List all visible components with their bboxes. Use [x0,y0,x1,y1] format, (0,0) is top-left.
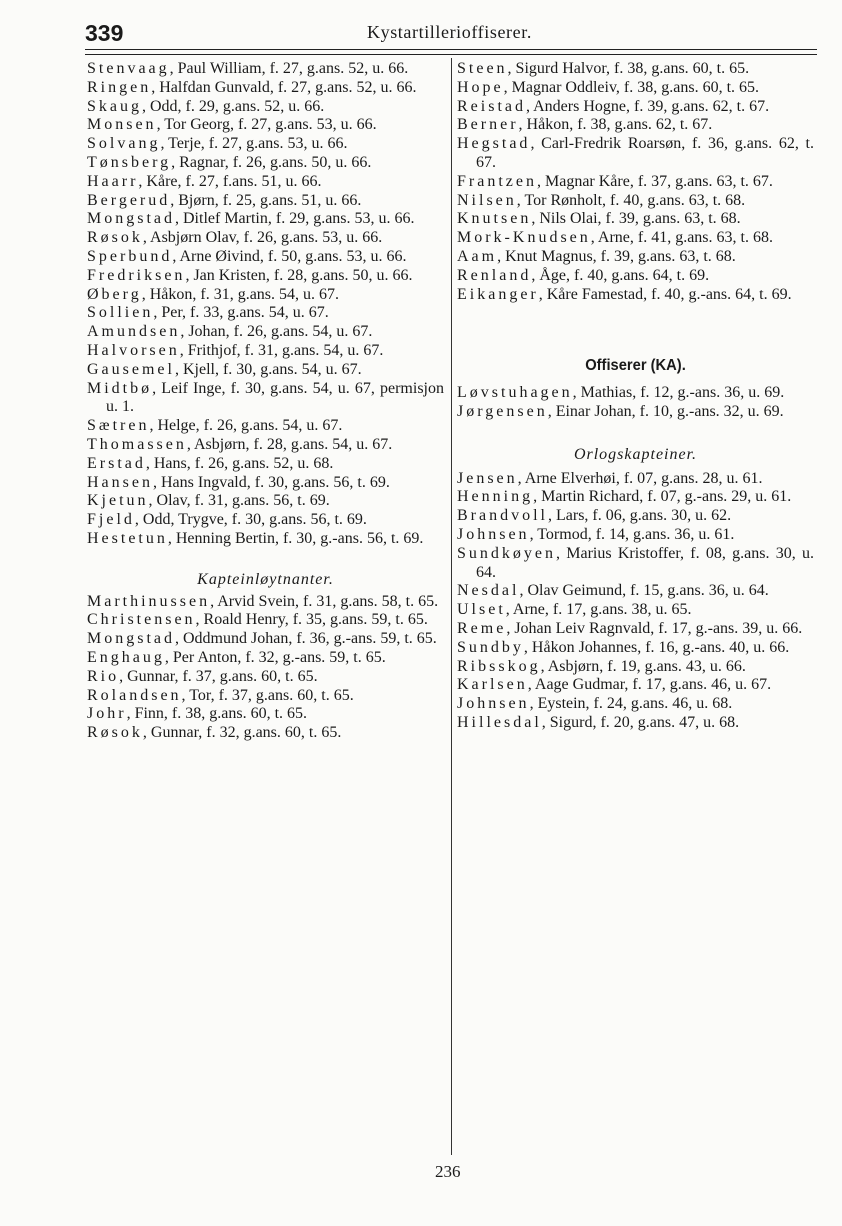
list-item [87,192,444,211]
list-item [87,455,444,474]
entry-list-offiserer [457,384,814,422]
entry-surname: Hestetun [87,529,168,547]
entry-surname: Frantzen [457,172,537,190]
list-item [457,248,814,267]
entry-surname: Kjetun [87,492,149,510]
list-item [87,210,444,229]
entry-surname: Eikanger [457,285,539,303]
list-item [457,286,814,305]
entry-details: , Håkon, f. 31, g.ans. 54, u. 67. [141,285,340,303]
entry-details: , Olav Geimund, f. 15, g.ans. 36, u. 64. [519,582,769,600]
entry-surname: Røsok [87,724,143,742]
entry-list-continued [457,60,814,304]
entry-details: , Tor, f. 37, g.ans. 60, t. 65. [181,686,354,704]
entry-details: , Halfdan Gunvald, f. 27, g.ans. 52, u. 66. [151,78,417,96]
entry-details: , Finn, f. 38, g.ans. 60, t. 65. [126,705,308,723]
entry-surname: Røsok [87,229,143,247]
list-item [457,582,814,601]
entry-surname: Jensen [457,469,518,487]
entry-details: , Per Anton, f. 32, g.-ans. 59, t. 65. [164,648,386,666]
list-item [87,511,444,530]
entry-details: , Håkon, f. 38, g.ans. 62, t. 67. [518,116,713,134]
list-item [87,173,444,192]
list-item [87,248,444,267]
entry-details: , Carl-Fredrik Roarsøn, f. 36, g.ans. 62, t. 67. [476,135,814,171]
entry-details: , Per, f. 33, g.ans. 54, u. 67. [153,304,329,322]
list-item [87,267,444,286]
entry-surname: Berner [457,116,519,134]
list-item [87,361,444,380]
entry-details: , Terje, f. 27, g.ans. 53, u. 66. [160,135,348,153]
list-item [87,724,444,743]
entry-details: , Magnar Kåre, f. 37, g.ans. 63, t. 67. [536,172,773,190]
list-item [87,98,444,117]
entry-details: , Helge, f. 26, g.ans. 54, u. 67. [149,417,343,435]
list-item [457,192,814,211]
list-item [457,403,814,422]
entry-details: , Johan Leiv Ragnvald, f. 17, g.-ans. 39, u. 66. [506,619,803,637]
entry-surname: Reistad [457,97,526,115]
entry-details: , Sigurd, f. 20, g.ans. 47, u. 68. [541,713,740,731]
list-item [87,593,444,612]
list-item [457,507,814,526]
entry-surname: Hope [457,78,504,96]
entry-surname: Johnsen [457,695,530,713]
entry-surname: Nilsen [457,191,517,209]
entry-surname: Brandvoll [457,507,548,525]
list-item [457,60,814,79]
entry-surname: Enghaug [87,648,165,666]
list-item [87,323,444,342]
page-number: 339 [85,20,124,46]
list-item [87,649,444,668]
list-item [457,98,814,117]
list-item [87,286,444,305]
list-item [87,116,444,135]
entry-details: , Gunnar, f. 37, g.ans. 60, t. 65. [119,667,318,685]
entry-surname: Mongstad [87,210,175,228]
entry-surname: Christensen [87,611,196,629]
entry-list-kapteinloytnanter [87,593,444,743]
entry-surname: Amundsen [87,323,181,341]
entry-details: , Kjell, f. 30, g.ans. 54, u. 67. [174,360,362,378]
entry-surname: Rio [87,667,120,685]
entry-details: , Paul William, f. 27, g.ans. 52, u. 66. [169,60,409,77]
list-item [87,611,444,630]
list-item [457,384,814,403]
list-item [457,676,814,695]
entry-surname: Stenvaag [87,60,170,77]
section-heading-offiserer: Offiserer (KA). [585,357,686,375]
entry-surname: Johnsen [457,525,530,543]
list-item [87,474,444,493]
list-item [87,630,444,649]
entry-details: , Odd, Trygve, f. 30, g.ans. 56, t. 69. [134,511,367,529]
list-item [457,116,814,135]
entry-details: , Jan Kristen, f. 28, g.ans. 50, u. 66. [185,266,413,284]
left-column [87,60,444,743]
entry-details: , Olav, f. 31, g.ans. 56, t. 69. [148,492,330,510]
list-item [87,687,444,706]
entry-surname: Øberg [87,285,142,303]
list-item [457,545,814,583]
entry-details: , Johan, f. 26, g.ans. 54, u. 67. [180,323,373,341]
entry-surname: Haarr [87,172,139,190]
entry-surname: Sundkøyen [457,544,556,562]
entry-details: , Eystein, f. 24, g.ans. 46, u. 68. [529,695,733,713]
header-rule-thick [85,49,817,50]
list-item [87,60,444,79]
entry-surname: Knutsen [457,210,532,228]
entry-list-main [87,60,444,549]
entry-details: , Henning Bertin, f. 30, g.-ans. 56, t. 69. [167,529,424,547]
entry-surname: Hillesdal [457,713,542,731]
entry-details: , Asbjørn, f. 28, g.ans. 54, u. 67. [186,435,393,453]
entry-surname: Midtbø [87,379,153,397]
list-item [87,304,444,323]
entry-surname: Ribsskog [457,657,541,675]
entry-surname: Halvorsen [87,341,180,359]
entry-surname: Løvstuhagen [457,384,573,402]
entry-surname: Johr [87,705,127,723]
entry-details: , Bjørn, f. 25, g.ans. 51, u. 66. [170,191,362,209]
right-column [457,60,814,733]
entry-surname: Thomassen [87,435,187,453]
list-item [457,210,814,229]
section-heading-kapteinloytnanter: Kapteinløytnanter. [197,570,334,588]
entry-surname: Erstad [87,454,146,472]
entry-details: , Lars, f. 06, g.ans. 30, u. 62. [548,507,732,525]
entry-surname: Karlsen [457,676,528,694]
list-item [457,488,814,507]
entry-surname: Renland [457,266,532,284]
list-item [87,530,444,549]
entry-details: , Mathias, f. 12, g.-ans. 36, u. 69. [572,384,785,402]
entry-details: , Åge, f. 40, g.ans. 64, t. 69. [531,266,710,284]
entry-details: , Arne Øivind, f. 50, g.ans. 53, u. 66. [172,247,407,265]
footer-page-number: 236 [435,1162,461,1181]
entry-details: , Nils Olai, f. 39, g.ans. 63, t. 68. [531,210,741,228]
list-item [87,79,444,98]
entry-details: , Tormod, f. 14, g.ans. 36, u. 61. [529,525,735,543]
header-rule-thin [85,54,817,55]
entry-details: , Tor Rønholt, f. 40, g.ans. 63, t. 68. [516,191,746,209]
entry-details: , Leif Inge, f. 30, g.ans. 54, u. 67, permisjon u. 1. [106,379,444,416]
entry-details: , Arne, f. 41, g.ans. 63, t. 68. [590,229,773,247]
list-item [87,668,444,687]
entry-details: , Oddmund Johan, f. 36, g.-ans. 59, t. 65. [175,630,437,648]
entry-surname: Reme [457,619,507,637]
list-item [457,470,814,489]
entry-details: , Einar Johan, f. 10, g.-ans. 32, u. 69. [547,402,784,420]
entry-details: , Hans, f. 26, g.ans. 52, u. 68. [145,454,334,472]
running-title: Kystartillerioffiserer. [367,22,532,42]
list-item [457,135,814,173]
entry-surname: Steen [457,60,508,77]
entry-details: , Ragnar, f. 26, g.ans. 50, u. 66. [171,153,372,171]
list-item [457,526,814,545]
entry-details: , Arvid Svein, f. 31, g.ans. 58, t. 65. [210,592,439,610]
entry-details: , Asbjørn, f. 19, g.ans. 43, u. 66. [540,657,746,675]
entry-details: , Kåre Famestad, f. 40, g.-ans. 64, t. 69. [538,285,792,303]
entry-surname: Sundby [457,638,524,656]
column-divider [451,58,452,1155]
entry-details: , Frithjof, f. 31, g.ans. 54, u. 67. [179,341,384,359]
entry-surname: Gausemel [87,360,175,378]
list-item [457,714,814,733]
entry-list-orlogskapteiner [457,470,814,733]
entry-surname: Aam [457,247,498,265]
entry-details: , Arne Elverhøi, f. 07, g.ans. 28, u. 61. [517,469,763,487]
entry-details: , Håkon Johannes, f. 16, g.-ans. 40, u. 66. [523,638,790,656]
entry-surname: Bergerud [87,191,171,209]
list-item [457,267,814,286]
list-item [457,695,814,714]
entry-surname: Ulset [457,601,506,619]
entry-surname: Sætren [87,417,150,435]
entry-surname: Mork-Knudsen [457,229,591,247]
list-item [457,601,814,620]
list-item [457,658,814,677]
list-item [87,380,444,418]
section-heading-orlogskapteiner: Orlogskapteiner. [573,445,698,463]
entry-details: , Arne, f. 17, g.ans. 38, u. 65. [505,601,692,619]
list-item [87,417,444,436]
entry-details: , Knut Magnus, f. 39, g.ans. 63, t. 68. [497,247,736,265]
entry-details: , Tor Georg, f. 27, g.ans. 53, u. 66. [156,116,377,134]
entry-surname: Solvang [87,135,161,153]
list-item [457,620,814,639]
entry-surname: Nesdal [457,582,520,600]
entry-details: , Odd, f. 29, g.ans. 52, u. 66. [142,97,325,115]
entry-surname: Skaug [87,97,142,115]
list-item [457,229,814,248]
list-item [87,436,444,455]
list-item [87,705,444,724]
entry-surname: Fjeld [87,511,135,529]
entry-surname: Sperbund [87,247,173,265]
entry-surname: Marthinussen [87,592,211,610]
entry-surname: Hegstad [457,135,531,153]
list-item [87,342,444,361]
list-item [457,173,814,192]
list-item [87,229,444,248]
entry-surname: Hansen [87,473,153,491]
entry-details: , Magnar Oddleiv, f. 38, g.ans. 60, t. 65. [503,78,760,96]
entry-details: , Aage Gudmar, f. 17, g.ans. 46, u. 67. [527,676,772,694]
entry-details: , Sigurd Halvor, f. 38, g.ans. 60, t. 65. [507,60,750,77]
entry-surname: Henning [457,488,534,506]
entry-details: , Roald Henry, f. 35, g.ans. 59, t. 65. [195,611,428,629]
entry-surname: Mongstad [87,630,175,648]
entry-details: , Martin Richard, f. 07, g.-ans. 29, u. 61. [533,488,792,506]
list-item [87,492,444,511]
entry-details: , Asbjørn Olav, f. 26, g.ans. 53, u. 66. [142,229,383,247]
entry-surname: Sollien [87,304,154,322]
entry-details: , Ditlef Martin, f. 29, g.ans. 53, u. 66. [175,210,415,228]
list-item [87,135,444,154]
entry-surname: Fredriksen [87,266,186,284]
entry-details: , Gunnar, f. 32, g.ans. 60, t. 65. [142,724,342,742]
entry-details: , Kåre, f. 27, f.ans. 51, u. 66. [138,172,322,190]
entry-surname: Rolandsen [87,686,182,704]
entry-surname: Jørgensen [457,402,548,420]
entry-details: , Hans Ingvald, f. 30, g.ans. 56, t. 69. [152,473,390,491]
entry-surname: Tønsberg [87,153,172,171]
entry-details: , Anders Hogne, f. 39, g.ans. 62, t. 67. [526,97,770,115]
entry-details: , Marius Kristoffer, f. 08, g.ans. 30, u. 64. [476,544,814,581]
list-item [87,154,444,173]
list-item [457,79,814,98]
entry-surname: Ringen [87,78,152,96]
entry-surname: Monsen [87,116,157,134]
list-item [457,639,814,658]
